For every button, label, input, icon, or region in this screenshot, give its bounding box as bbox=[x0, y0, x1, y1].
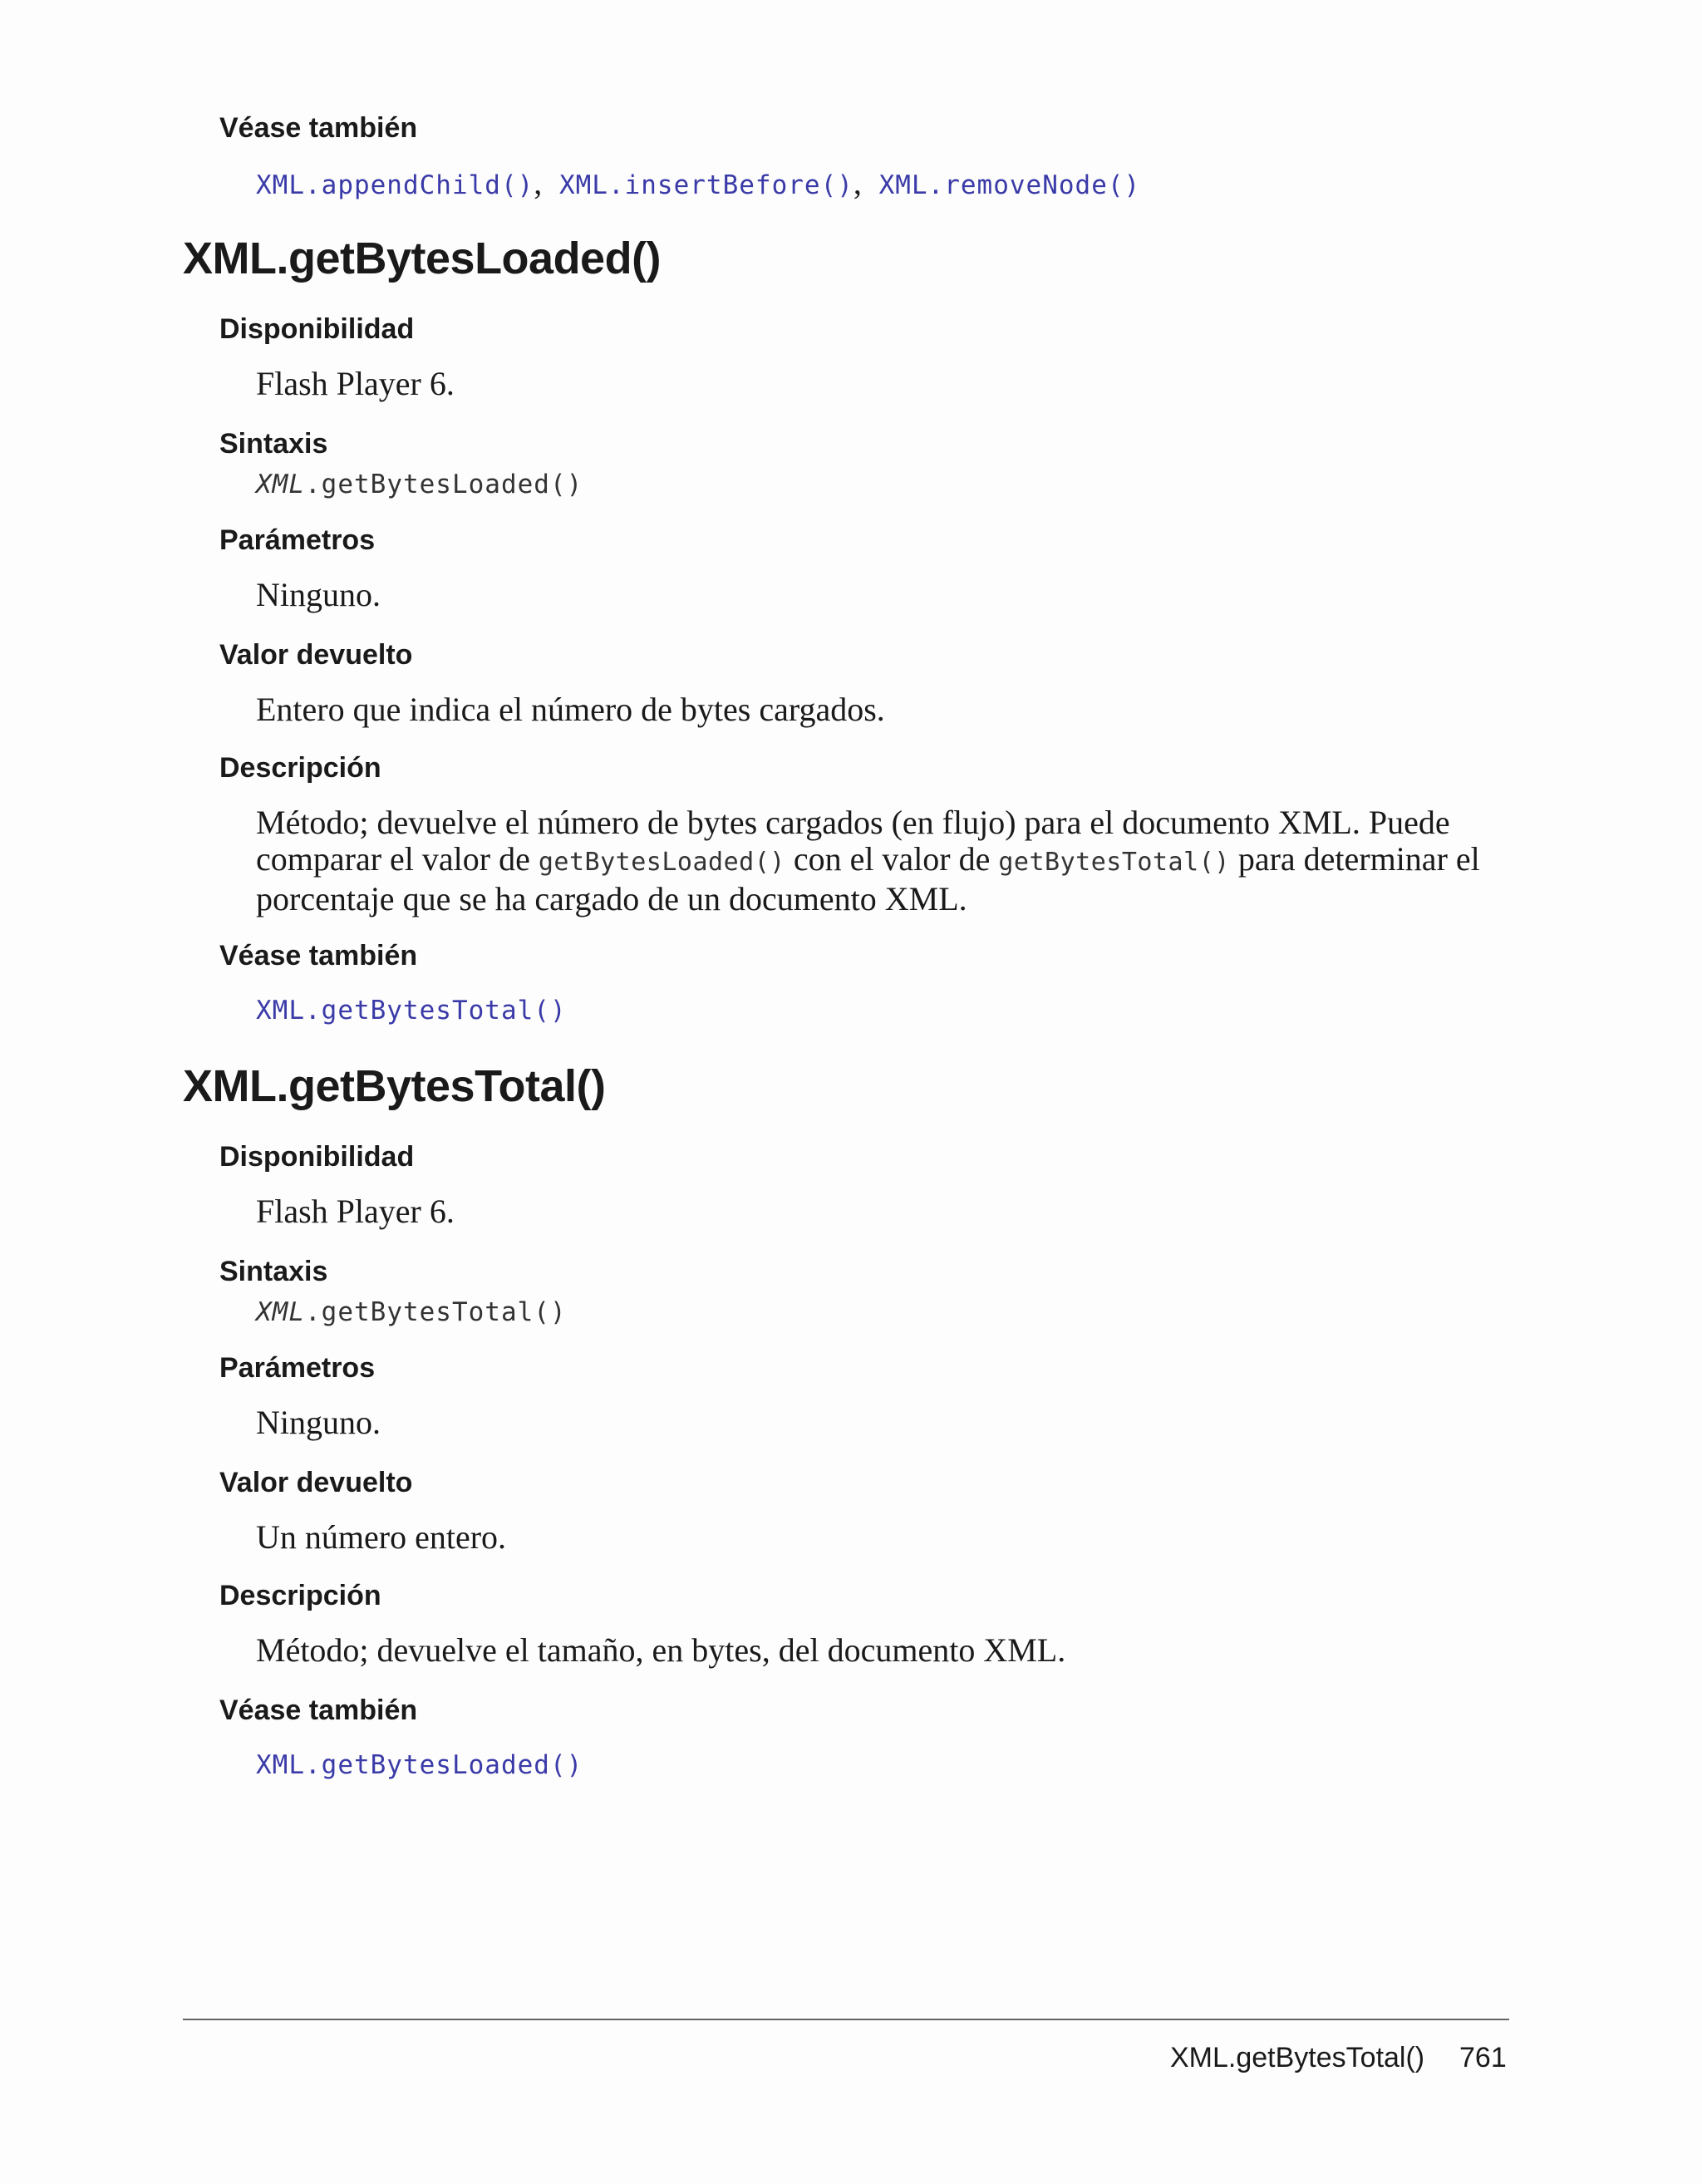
description-part: con el valor de bbox=[785, 840, 999, 878]
footer-running-title: XML.getBytesTotal() bbox=[1170, 2042, 1425, 2073]
link-get-bytes-total[interactable]: XML.getBytesTotal() bbox=[256, 996, 567, 1026]
section-title-get-bytes-loaded: XML.getBytesLoaded() bbox=[183, 234, 662, 283]
syntax-code bbox=[256, 1296, 567, 1329]
availability-text: Flash Player 6. bbox=[256, 1193, 455, 1230]
see-also-heading: Véase también bbox=[219, 112, 418, 144]
link-insert-before[interactable]: XML.insertBefore() bbox=[558, 170, 853, 200]
link-remove-node[interactable]: XML.removeNode() bbox=[878, 170, 1141, 200]
parameters-heading: Parámetros bbox=[219, 1352, 376, 1384]
returns-text: Un número entero. bbox=[256, 1518, 507, 1556]
syntax-object: XML bbox=[256, 470, 305, 499]
description-heading: Descripción bbox=[219, 1580, 381, 1611]
availability-text: Flash Player 6. bbox=[256, 365, 455, 402]
parameters-text: Ninguno. bbox=[256, 1404, 381, 1441]
separator: , bbox=[853, 164, 863, 201]
returns-heading: Valor devuelto bbox=[219, 639, 413, 671]
description-part: Método; devuelve el número de bytes cargados (en flujo) para el documento XML. Puede comparar el valor de bbox=[256, 804, 1450, 878]
inline-code-get-bytes-loaded: getBytesLoaded() bbox=[538, 848, 785, 877]
returns-text: Entero que indica el número de bytes cargados. bbox=[256, 691, 885, 728]
separator: , bbox=[534, 164, 544, 201]
description-text bbox=[256, 804, 1503, 917]
syntax-method: .getBytesTotal() bbox=[305, 1297, 567, 1327]
syntax-object: XML bbox=[256, 1297, 305, 1327]
see-also-links bbox=[256, 1749, 583, 1782]
see-also-links bbox=[256, 994, 567, 1027]
see-also-heading: Véase también bbox=[219, 1695, 418, 1726]
availability-heading: Disponibilidad bbox=[219, 1141, 415, 1173]
availability-heading: Disponibilidad bbox=[219, 313, 415, 345]
description-heading: Descripción bbox=[219, 752, 381, 784]
description-part: para determinar el porcentaje que se ha cargado de un documento XML. bbox=[256, 840, 1480, 917]
syntax-heading: Sintaxis bbox=[219, 428, 328, 460]
see-also-heading: Véase también bbox=[219, 940, 418, 971]
syntax-heading: Sintaxis bbox=[219, 1256, 328, 1287]
link-get-bytes-loaded[interactable]: XML.getBytesLoaded() bbox=[256, 1750, 583, 1780]
returns-heading: Valor devuelto bbox=[219, 1467, 413, 1498]
link-append-child[interactable]: XML.appendChild() bbox=[256, 170, 534, 200]
see-also-links bbox=[256, 166, 1140, 202]
parameters-heading: Parámetros bbox=[219, 524, 376, 556]
parameters-text: Ninguno. bbox=[256, 576, 381, 613]
inline-code-get-bytes-total: getBytesTotal() bbox=[998, 848, 1230, 877]
section-title-get-bytes-total: XML.getBytesTotal() bbox=[183, 1061, 606, 1111]
page-number: 761 bbox=[1459, 2042, 1507, 2073]
footer-divider bbox=[183, 2019, 1509, 2020]
syntax-code bbox=[256, 468, 583, 501]
description-text: Método; devuelve el tamaño, en bytes, del documento XML. bbox=[256, 1631, 1066, 1669]
syntax-method: .getBytesLoaded() bbox=[305, 470, 583, 499]
